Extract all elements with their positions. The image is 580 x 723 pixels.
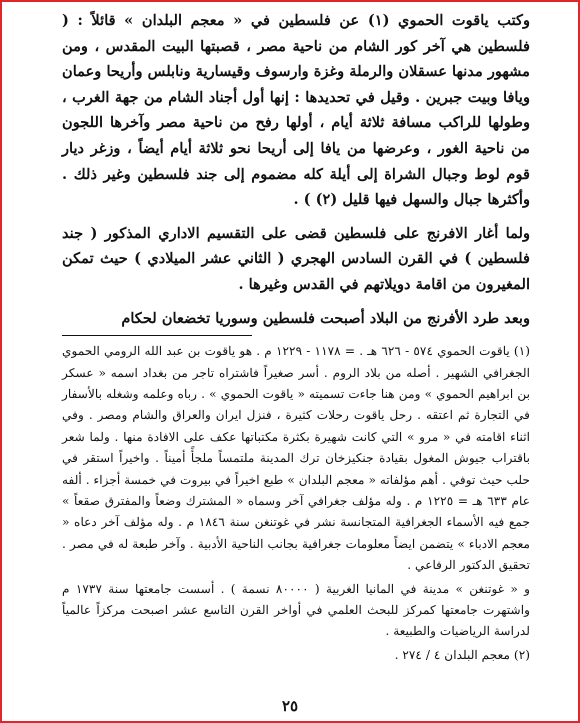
footnote-2: (٢) معجم البلدان ٤ / ٢٧٤ . bbox=[394, 647, 530, 662]
footnote-separator bbox=[62, 331, 530, 341]
document-page bbox=[62, 8, 530, 666]
page-number: ٢٥ bbox=[281, 697, 299, 715]
footnote-1: (١) ياقوت الحموي ٥٧٤ - ٦٢٦ هـ . = ١١٧٨ - ١٢٢٩ م . هو ياقوت بن عبد الله الرومي الحموي الجغرافي الشهير . أصله من بلاد الروم . أسر صغيراً فاشتراه تاجر من بغداد اسمه « عسكر بن ابراهيم الحموي » ومن هنا جاءت تسميته « ياقوت الحموي » . رباه وعلمه وشغله بالأسفار في التجارة ثم اعتقه . رحل ياقوت رحلات كثيرة ، فنزل ايران والعراق والشام ومصر . وفي اثناء اقامته في « مرو » التي كانت شهيرة بكثرة مكتباتها عكف على الافادة منها . ولما شعر باقتراب جيوش المغول بقيادة جنكيزخان ترك المدينة ملتمساً ملجأً أميناً . واخيراً استقر في حلب حيث توفي . أهم مؤلفاته « معجم البلدان » طبع اخيراً في بيروت في خمسة أجزاء . ألفه عام ٦٣٣ هـ = ١٢٢٥ م . وله مؤلف جغرافي آخر وسماه « المشترك وضعاً والمفترق صقعاً » جمع فيه الأسماء الجغرافية المتجانسة نشر في غوتنغن سنة ١٨٤٦ م . وله مؤلف آخر دعاه « معجم الادباء » يتضمن ايضاً معلومات جغرافية بجانب الناحية الأدبية . وآخر طبعة له في مصر . تحقيق الدكتور الرفاعي . bbox=[62, 344, 531, 573]
body-paragraph-2: ولما أغار الافرنج على فلسطين قضى على التقسيم الاداري المذكور ( جند فلسطين ) في القرن السادس الهجري ( الثاني عشر الميلادي ) حيث تمكن المغيرون من اقامة دويلاتهم في القدس وغيرها . bbox=[62, 224, 530, 293]
body-paragraph-1: وكتب ياقوت الحموي (١) عن فلسطين في « معجم البلدان » قائلاً : ( فلسطين هي آخر كور الشام من ناحية مصر ، قصبتها البيت المقدس ، ومن مشهور مدنها عسقلان والرملة وغزة وارسوف وقيسارية ونابلس وأريحا وعمان ويافا وبيت جبرين . وقيل في تحديدها : إنها أول أجناد الشام من جهة الغرب ، وطولها للراكب مسافة ثلاثة أيام ، أولها رفح من ناحية مصر وآخرها اللجون من ناحية الغور ، وعرضها من يافا إلى أريحا نحو ثلاثة أيام أيضاً ، وزغر ديار قوم لوط وجبال الشراة إلى أيلة كله مضموم إلى جند فلسطين وغير ذلك . وأكثرها جبال والسهل فيها قليل (٢) ) . bbox=[62, 12, 530, 209]
body-paragraph-3: وبعد طرد الأفرنج من البلاد أصبحت فلسطين وسوريا تخضعان لحكام bbox=[121, 309, 530, 327]
footnote-gottingen: و « غوتنغن » مدينة في المانيا الغربية ( ٨٠٠٠٠ نسمة ) . أسست جامعتها سنة ١٧٣٧ م واشتهرت جامعتها كمركز للبحث العلمي في أواخر القرن التاسع عشر اصبحت مركزاً عالمياً لدراسة الرياضيات والطبيعة . bbox=[62, 581, 531, 639]
